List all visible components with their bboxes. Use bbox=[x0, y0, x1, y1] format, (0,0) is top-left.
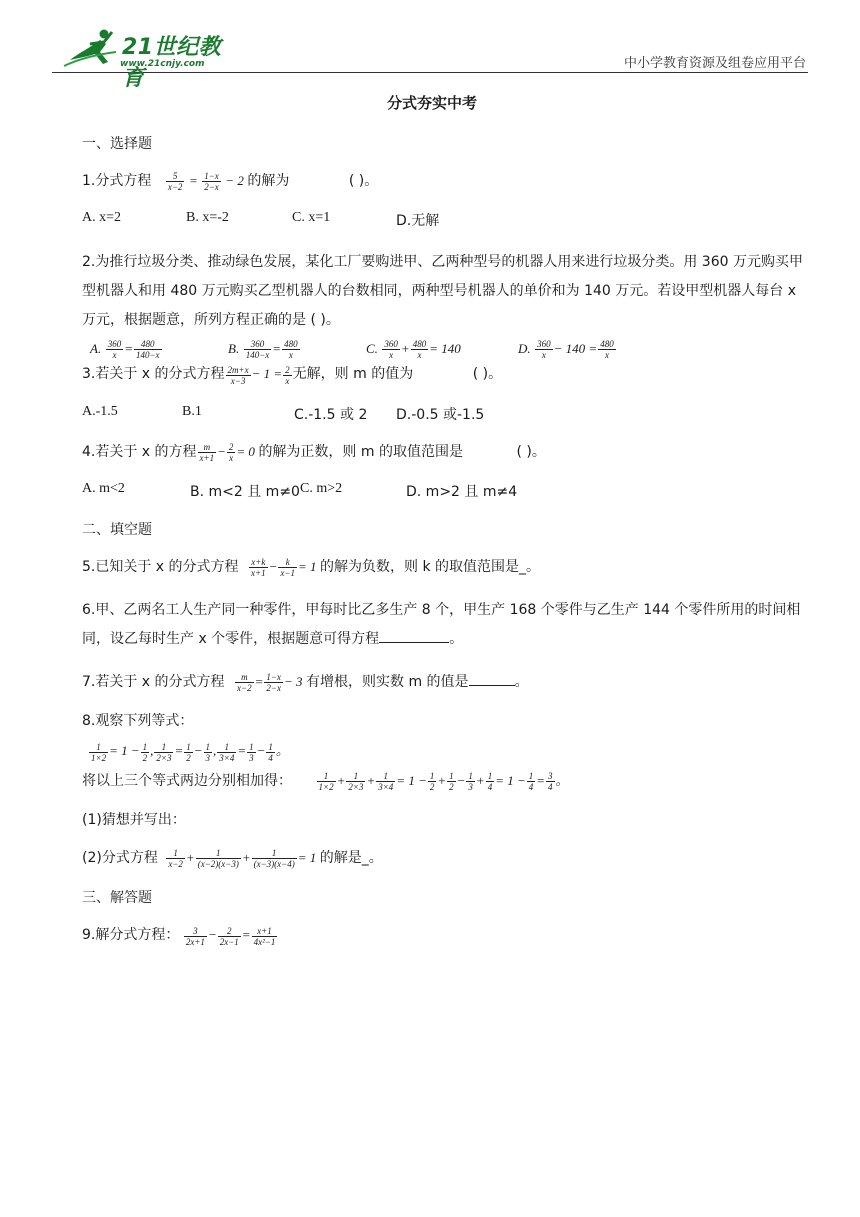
logo bbox=[60, 26, 240, 91]
q1-paren: ( )。 bbox=[348, 173, 379, 189]
page-header bbox=[52, 24, 808, 91]
q4-paren: ( )。 bbox=[516, 443, 546, 460]
q6-blank[interactable] bbox=[379, 642, 449, 643]
q3-option-b: B.1 bbox=[182, 403, 202, 419]
q4-option-c: C. m>2 bbox=[300, 480, 343, 496]
q9-prefix: 9.解分式方程： bbox=[82, 927, 180, 944]
question-4 bbox=[82, 442, 812, 463]
q7-blank[interactable] bbox=[469, 685, 515, 686]
q3-option-d: D.-0.5 或-1.5 bbox=[396, 406, 485, 423]
q7-prefix: 7.若关于 x 的分式方程 bbox=[82, 674, 225, 691]
q6-text: 6.甲、乙两名工人生产同一种零件，甲每时比乙多生产 8 个，甲生产 168 个零件与乙生产 144 个零件所用的时间相同，设乙每时生产 x 个零件，根据题意可得方程 bbox=[82, 602, 801, 648]
q3-options bbox=[82, 404, 812, 424]
q1-equation: $\frac{5}{x-2}$ = $\frac{1-x}{2-x}$ − 2 bbox=[167, 171, 244, 193]
q3-equation: $\frac{2m+x}{x-3}$ − 1 = $\frac{2}{x}$ bbox=[227, 364, 290, 386]
logo-url: www.21cnjy.com bbox=[120, 59, 205, 69]
q4-suffix: 的解为正数，则 m 的取值范围是 bbox=[258, 443, 463, 460]
q4-option-a: A. m<2 bbox=[82, 480, 125, 496]
q8-intro: 8.观察下列等式： bbox=[82, 713, 194, 730]
q8-equalities: $\frac{1}{1\times 2}$ = 1 − $\frac{1}{2}$ , $\frac{1}{2\times 3}$ = $\frac{1}{2}$ − $\frac{1}{3}$ , $\frac{1}{3\times 4}$ = $\frac{1}{3}$ − $\frac{1}{4}$ 。 bbox=[91, 741, 289, 763]
q1-option-a: A. x=2 bbox=[82, 210, 122, 226]
q8-sub1: (1)猜想并写出： bbox=[82, 811, 186, 828]
q2-option-c: C. $\frac{360}{x}$ + $\frac{480}{x}$ = 140 bbox=[366, 339, 461, 361]
q8-sub2-equation: $\frac{1}{x-2}$ + $\frac{1}{(x-2)(x-3)}$ + $\frac{1}{(x-3)(x-4)}$ = 1 bbox=[168, 848, 317, 870]
q2-option-a: A. $\frac{360}{x}$ = $\frac{480}{140-x}$ bbox=[90, 339, 160, 361]
q3-option-a: A.-1.5 bbox=[82, 403, 118, 419]
q7-equation: $\frac{m}{x-2}$ = $\frac{1-x}{2-x}$ − 3 bbox=[237, 672, 303, 694]
question-6 bbox=[82, 596, 812, 654]
q1-suffix: 的解为 bbox=[247, 173, 290, 189]
q9-equation: $\frac{3}{2x+1}$ − $\frac{2}{2x-1}$ = $\frac{x+1}{\text{4x²−1}}$ bbox=[185, 925, 276, 947]
question-2: 2.为推行垃圾分类、推动绿色发展，某化工厂要购进甲、乙两种型号的机器人用来进行垃圾分类。用 360 万元购买甲型机器人和用 480 万元购买乙型机器人的台数相同，两种型号机器人的单价和为 140 万元。若设甲型机器人每台 x 万元，根据题意，所列方程正确的是 ( )。 bbox=[82, 254, 803, 329]
q7-end: 。 bbox=[514, 674, 529, 691]
q3-prefix: 3.若关于 x 的分式方程 bbox=[82, 366, 225, 383]
q1-options bbox=[82, 210, 812, 230]
q8-sub2-prefix: (2)分式方程 bbox=[82, 849, 158, 866]
q1-option-b: B. x=-2 bbox=[186, 210, 229, 226]
question-5 bbox=[82, 557, 812, 578]
question-9 bbox=[82, 925, 812, 946]
q5-prefix: 5.已知关于 x 的分式方程 bbox=[82, 558, 239, 575]
q2-options bbox=[82, 339, 812, 360]
q2-option-d: D. $\frac{360}{x}$ − 140 = $\frac{480}{x}$ bbox=[518, 339, 614, 361]
page-title: 分式夯实中考 bbox=[386, 94, 477, 112]
q7-suffix: 有增根，则实数 m 的值是 bbox=[306, 674, 469, 691]
q8-sub2-suffix: 的解是_。 bbox=[319, 849, 383, 866]
question-7 bbox=[82, 672, 812, 693]
q8-sub2 bbox=[82, 848, 812, 869]
question-3 bbox=[82, 364, 812, 385]
section-fill: 二、填空题 bbox=[82, 521, 152, 538]
q4-options bbox=[82, 481, 812, 501]
q8-sum bbox=[82, 771, 812, 792]
q2-option-b: B. $\frac{360}{140-x}$ = $\frac{480}{x}$ bbox=[228, 339, 298, 361]
q3-paren: ( )。 bbox=[472, 366, 503, 383]
q1-prefix: 1.分式方程 bbox=[82, 173, 152, 189]
logo-text: 21世纪教育 bbox=[122, 35, 222, 91]
q1-option-d: D.无解 bbox=[396, 213, 440, 230]
q4-prefix: 4.若关于 x 的方程 bbox=[82, 443, 197, 460]
question-1 bbox=[82, 171, 812, 192]
q5-suffix: 的解为负数，则 k 的取值范围是_。 bbox=[320, 558, 541, 575]
document-body bbox=[82, 92, 812, 965]
q3-suffix: 无解，则 m 的值为 bbox=[292, 366, 414, 383]
q4-equation: $\frac{m}{x+1}$ − $\frac{2}{x}$ = 0 bbox=[199, 441, 255, 463]
runner-icon bbox=[60, 26, 120, 70]
q4-option-d: D. m>2 且 m≠4 bbox=[406, 483, 518, 500]
q8-sum-equation: $\frac{1}{1\times 2}$ + $\frac{1}{2\times 3}$ + $\frac{1}{3\times 4}$ = 1 − $\frac{1}{2}$ + $\frac{1}{2}$ − $\frac{1}{3}$ + $\frac{1}{4}$ = 1 − $\frac{1}{4}$ = $\frac{3}{4}$ 。 bbox=[318, 770, 569, 792]
q8-sum-text: 将以上三个等式两边分别相加得： bbox=[82, 772, 292, 789]
section-choice: 一、选择题 bbox=[82, 136, 152, 152]
q1-option-c: C. x=1 bbox=[292, 210, 331, 226]
section-solve: 三、解答题 bbox=[82, 890, 152, 907]
q4-option-b: B. m<2 且 m≠0 bbox=[190, 483, 300, 500]
platform-label: 中小学教育资源及组卷应用平台 bbox=[623, 56, 806, 71]
q3-option-c: C.-1.5 或 2 bbox=[294, 406, 368, 423]
q6-end: 。 bbox=[449, 631, 464, 648]
q5-equation: $\frac{x+k}{x+1}$ − $\frac{k}{x-1}$ = 1 bbox=[251, 557, 317, 579]
